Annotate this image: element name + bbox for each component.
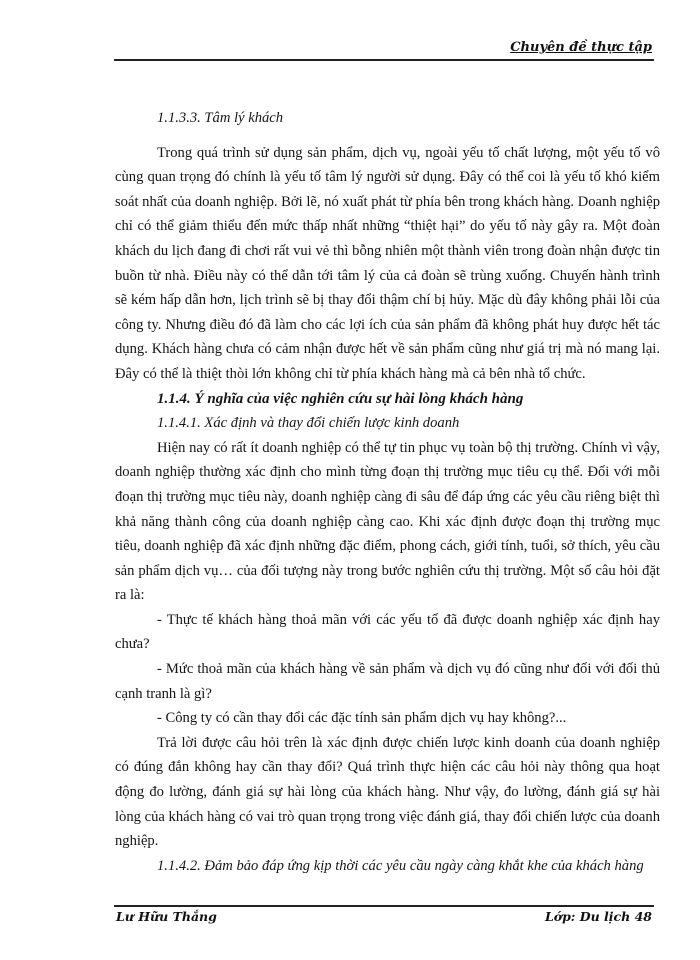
section-heading-1-1-4: 1.1.4. Ý nghĩa của việc nghiên cứu sự hài lòng khách hàng xyxy=(157,390,524,407)
bullet-question: - Thực tế khách hàng thoả mãn với các yếu tố đã được doanh nghiệp xác định hay chưa? xyxy=(115,611,660,653)
section-heading-1-1-4-2: 1.1.4.2. Đảm bảo đáp ứng kịp thời các yêu cầu ngày càng khắt khe của khách hàng xyxy=(157,857,644,874)
section-heading-1-1-4-1: 1.1.4.1. Xác định và thay đổi chiến lược kinh doanh xyxy=(157,415,460,432)
document-body xyxy=(115,106,660,878)
footer-rule xyxy=(114,905,654,907)
paragraph: Hiện nay có rất ít doanh nghiệp có thể tự tin phục vụ toàn bộ thị trường. Chính vì vậy, doanh nghiệp thường xác định cho mình từng đoạn thị trường mục tiêu cụ thể. Đối với mỗi đoạn thị trường mục tiêu này, doanh nghiệp càng đi sâu để đáp ứng các yêu cầu riêng biệt thì khả năng thành công của doanh nghiệp càng cao. Khi xác định được đoạn thị trường mục tiêu, doanh nghiệp đã xác định những đặc điểm, phong cách, giới tính, tuổi, sở thích, yêu cầu sản phẩm dịch vụ… của đối tượng này trong bước nghiên cứu thị trường. Một số câu hỏi đặt ra là: xyxy=(115,439,660,604)
bullet-question: - Công ty có cần thay đổi các đặc tính sản phẩm dịch vụ hay không?... xyxy=(157,710,567,727)
footer-author: Lư Hữu Thắng xyxy=(116,909,217,924)
paragraph: Trả lời được câu hỏi trên là xác định được chiến lược kinh doanh của doanh nghiệp có đúng đắn không hay cần thay đổi? Quá trình thực hiện các câu hỏi này thông qua hoạt động đo lường, đánh giá sự hài lòng của khách hàng. Như vậy, đo lường, đánh giá sự hài lòng của khách hàng có vai trò quan trọng trong việc đánh giá, thay đổi chiến lược của doanh nghiệp. xyxy=(115,734,660,850)
bullet-question: - Mức thoả mãn của khách hàng về sản phẩm và dịch vụ đó cũng như đối với đối thủ cạnh tranh là gì? xyxy=(115,661,660,702)
header-title: Chuyên đề thực tập xyxy=(510,40,652,55)
header-rule xyxy=(114,59,654,61)
paragraph: Trong quá trình sử dụng sản phẩm, dịch vụ, ngoài yếu tố chất lượng, một yếu tố vô cùng quan trọng đó chính là yếu tố tâm lý người sử dụng. Đây có thể coi là yếu tố khó kiểm soát nhất của doanh nghiệp. Bởi lẽ, nó xuất phát từ phía bên trong khách hàng. Doanh nghiệp chỉ có thể giảm thiểu đến mức thấp nhất những “thiệt hại” do yếu tố này gây ra. Một đoàn khách du lịch đang đi chơi rất vui vẻ thì bỗng nhiên một thành viên trong đoàn nhận được tin buồn từ nhà. Điều này có thể dẫn tới tâm lý của cả đoàn sẽ trùng xuống. Chuyến hành trình sẽ kém hấp dẫn hơn, lịch trình sẽ bị thay đổi thậm chí bị hủy. Mặc dù đây không phải lỗi của công ty. Nhưng điều đó đã làm cho các lợi ích của sản phẩm đã không phát huy được hết tác dụng. Khách hàng chưa có cảm nhận được hết về sản phẩm cũng như giá trị mà nó mang lại. Đây có thể là thiệt thòi lớn không chỉ từ phía khách hàng mà cả bên nhà tổ chức. xyxy=(115,144,660,382)
footer-class: Lớp: Du lịch 48 xyxy=(544,909,652,924)
section-heading-1-1-3-3: 1.1.3.3. Tâm lý khách xyxy=(157,110,284,126)
